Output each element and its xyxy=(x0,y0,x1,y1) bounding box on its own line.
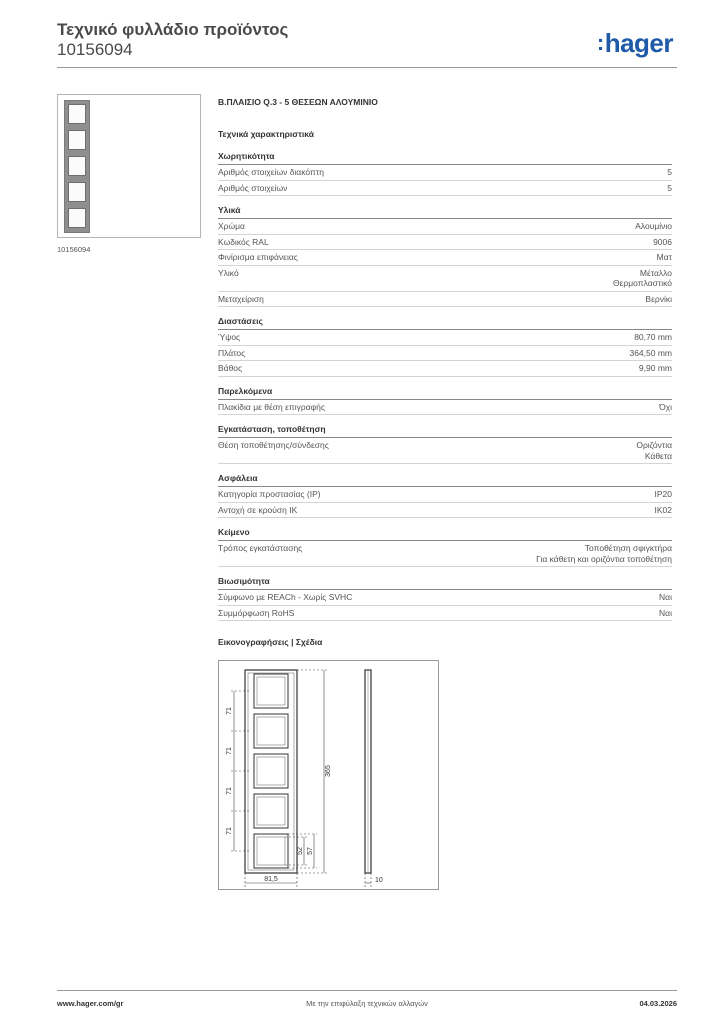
spec-section xyxy=(218,527,672,567)
spec-label: Τρόπος εγκατάστασης xyxy=(218,543,303,553)
spec-label: Φινίρισμα επιφάνειας xyxy=(218,252,298,262)
spec-label: Κατηγορία προστασίας (IP) xyxy=(218,489,321,499)
spec-row xyxy=(218,165,672,181)
spec-value: IP20 xyxy=(654,489,672,499)
frame-illustration xyxy=(64,100,90,233)
slot-outline xyxy=(254,794,288,828)
spec-row xyxy=(218,266,672,292)
technical-drawing xyxy=(218,660,439,890)
spec-section xyxy=(218,473,672,518)
spec-section xyxy=(218,151,672,196)
spec-row xyxy=(218,250,672,266)
spec-label: Συμμόρφωση RoHS xyxy=(218,607,295,618)
spec-label: Σύμφωνο με REACh - Χωρίς SVHC xyxy=(218,592,353,602)
spec-row xyxy=(218,181,672,197)
inner-size-label: 52 xyxy=(297,847,304,855)
spec-section xyxy=(218,386,672,416)
spec-label: Μεταχείριση xyxy=(218,293,264,304)
spec-value: Ματ xyxy=(656,252,672,262)
spec-label: Αντοχή σε κρούση IK xyxy=(218,504,298,515)
spec-section-title: Κείμενο xyxy=(218,527,672,541)
page-header xyxy=(57,20,677,68)
logo-text: hager xyxy=(604,28,673,58)
spec-row xyxy=(218,235,672,251)
product-code: 10156094 xyxy=(57,40,133,59)
frame-slot xyxy=(68,130,86,150)
spec-label: Κωδικός RAL xyxy=(218,236,269,247)
slot-group xyxy=(254,674,288,868)
spec-section-title: Βιωσιμότητα xyxy=(218,576,672,590)
spec-section xyxy=(218,576,672,621)
slot-inner xyxy=(257,837,285,865)
depth-label: 10 xyxy=(375,877,383,884)
spec-row xyxy=(218,503,672,519)
spec-section-title: Χωρητικότητα xyxy=(218,151,672,165)
pitch-label: 71 xyxy=(226,747,233,755)
spec-section xyxy=(218,205,672,307)
footer-notice: Με την επιφύλαξη τεχνικών αλλαγών xyxy=(306,999,428,1008)
frame-slot xyxy=(68,104,86,124)
spec-label: Υλικό xyxy=(218,267,239,278)
spec-row xyxy=(218,541,672,567)
spec-value: 5 xyxy=(667,167,672,177)
spec-row xyxy=(218,487,672,503)
spec-value: Αλουμίνιο xyxy=(635,221,672,231)
spec-value: Ναι xyxy=(659,592,672,602)
spec-column xyxy=(218,97,672,647)
spec-section xyxy=(218,424,672,464)
frame-slot xyxy=(68,156,86,176)
spec-row xyxy=(218,346,672,362)
spec-label: Θέση τοποθέτησης/σύνδεσης xyxy=(218,440,329,450)
spec-row xyxy=(218,292,672,308)
outer-size-label: 57 xyxy=(307,847,314,855)
spec-section-title: Υλικά xyxy=(218,205,672,219)
logo-dots-icon: : xyxy=(596,30,604,55)
spec-value: Τοποθέτηση σφιγκτήρα Για κάθετη και οριζόντια τοποθέτηση xyxy=(536,543,672,564)
slot-inner xyxy=(257,717,285,745)
spec-label: Αριθμός στοιχείων xyxy=(218,182,288,193)
frame-inner-outline xyxy=(248,673,294,870)
pitch-label: 71 xyxy=(226,787,233,795)
slot-inner xyxy=(257,757,285,785)
dimension-drawing xyxy=(219,661,440,891)
pitch-label: 71 xyxy=(226,827,233,835)
header-divider xyxy=(57,67,677,68)
spec-value: 80,70 mm xyxy=(634,332,672,342)
product-image xyxy=(57,94,201,238)
spec-label: Ύψος xyxy=(218,332,241,342)
height-label: 365 xyxy=(325,765,332,777)
product-title: Β.ΠΛΑΙΣΙΟ Q.3 - 5 ΘΕΣΕΩΝ ΑΛΟΥΜΙΝΙΟ xyxy=(218,97,378,107)
spec-row xyxy=(218,606,672,622)
spec-value: Όχι xyxy=(659,401,672,412)
spec-value: IK02 xyxy=(654,504,672,515)
footer-divider xyxy=(57,990,677,991)
page-title: Τεχνικό φυλλάδιο προϊόντος xyxy=(57,20,289,39)
spec-label: Αριθμός στοιχείων διακόπτη xyxy=(218,167,324,177)
spec-row xyxy=(218,361,672,377)
spec-section-title: Ασφάλεια xyxy=(218,473,672,487)
footer-website-link[interactable]: www.hager.com/gr xyxy=(57,999,124,1008)
spec-label: Χρώμα xyxy=(218,221,245,231)
spec-value: 364,50 mm xyxy=(629,347,672,358)
pitch-label: 71 xyxy=(226,707,233,715)
tech-heading: Τεχνικά χαρακτηριστικά xyxy=(218,129,314,139)
spec-value: Ναι xyxy=(659,607,672,618)
spec-value: Μέταλλο Θερμοπλαστικό xyxy=(612,267,672,288)
spec-row xyxy=(218,219,672,235)
slot-outline xyxy=(254,674,288,708)
slot-inner xyxy=(257,677,285,705)
spec-value: 9,90 mm xyxy=(638,363,672,373)
spec-row xyxy=(218,438,672,464)
product-image-caption: 10156094 xyxy=(57,245,91,254)
width-label: 81,5 xyxy=(264,876,278,883)
slot-outline xyxy=(254,714,288,748)
spec-label: Βάθος xyxy=(218,363,243,373)
footer-date: 04.03.2026 xyxy=(639,999,677,1008)
spec-value: Βερνίκι xyxy=(645,293,672,304)
slot-outline xyxy=(254,834,288,868)
hager-logo xyxy=(597,28,673,59)
spec-section-title: Εγκατάσταση, τοποθέτηση xyxy=(218,424,672,438)
slot-outline xyxy=(254,754,288,788)
spec-section-title: Διαστάσεις xyxy=(218,316,672,330)
spec-row xyxy=(218,400,672,416)
spec-section-title: Παρελκόμενα xyxy=(218,386,672,400)
spec-row xyxy=(218,330,672,346)
spec-sections xyxy=(218,151,672,621)
spec-label: Πλάτος xyxy=(218,347,246,358)
spec-value: 9006 xyxy=(653,236,672,247)
spec-label: Πλακίδια με θέση επιγραφής xyxy=(218,401,325,412)
spec-value: Οριζόντια Κάθετα xyxy=(636,440,672,461)
spec-section xyxy=(218,316,672,377)
spec-value: 5 xyxy=(667,182,672,193)
frame-slot xyxy=(68,182,86,202)
frame-slot xyxy=(68,208,86,228)
drawings-heading: Εικονογραφήσεις | Σχέδια xyxy=(218,637,323,647)
spec-row xyxy=(218,590,672,606)
frame-outline xyxy=(245,670,297,873)
slot-inner xyxy=(257,797,285,825)
